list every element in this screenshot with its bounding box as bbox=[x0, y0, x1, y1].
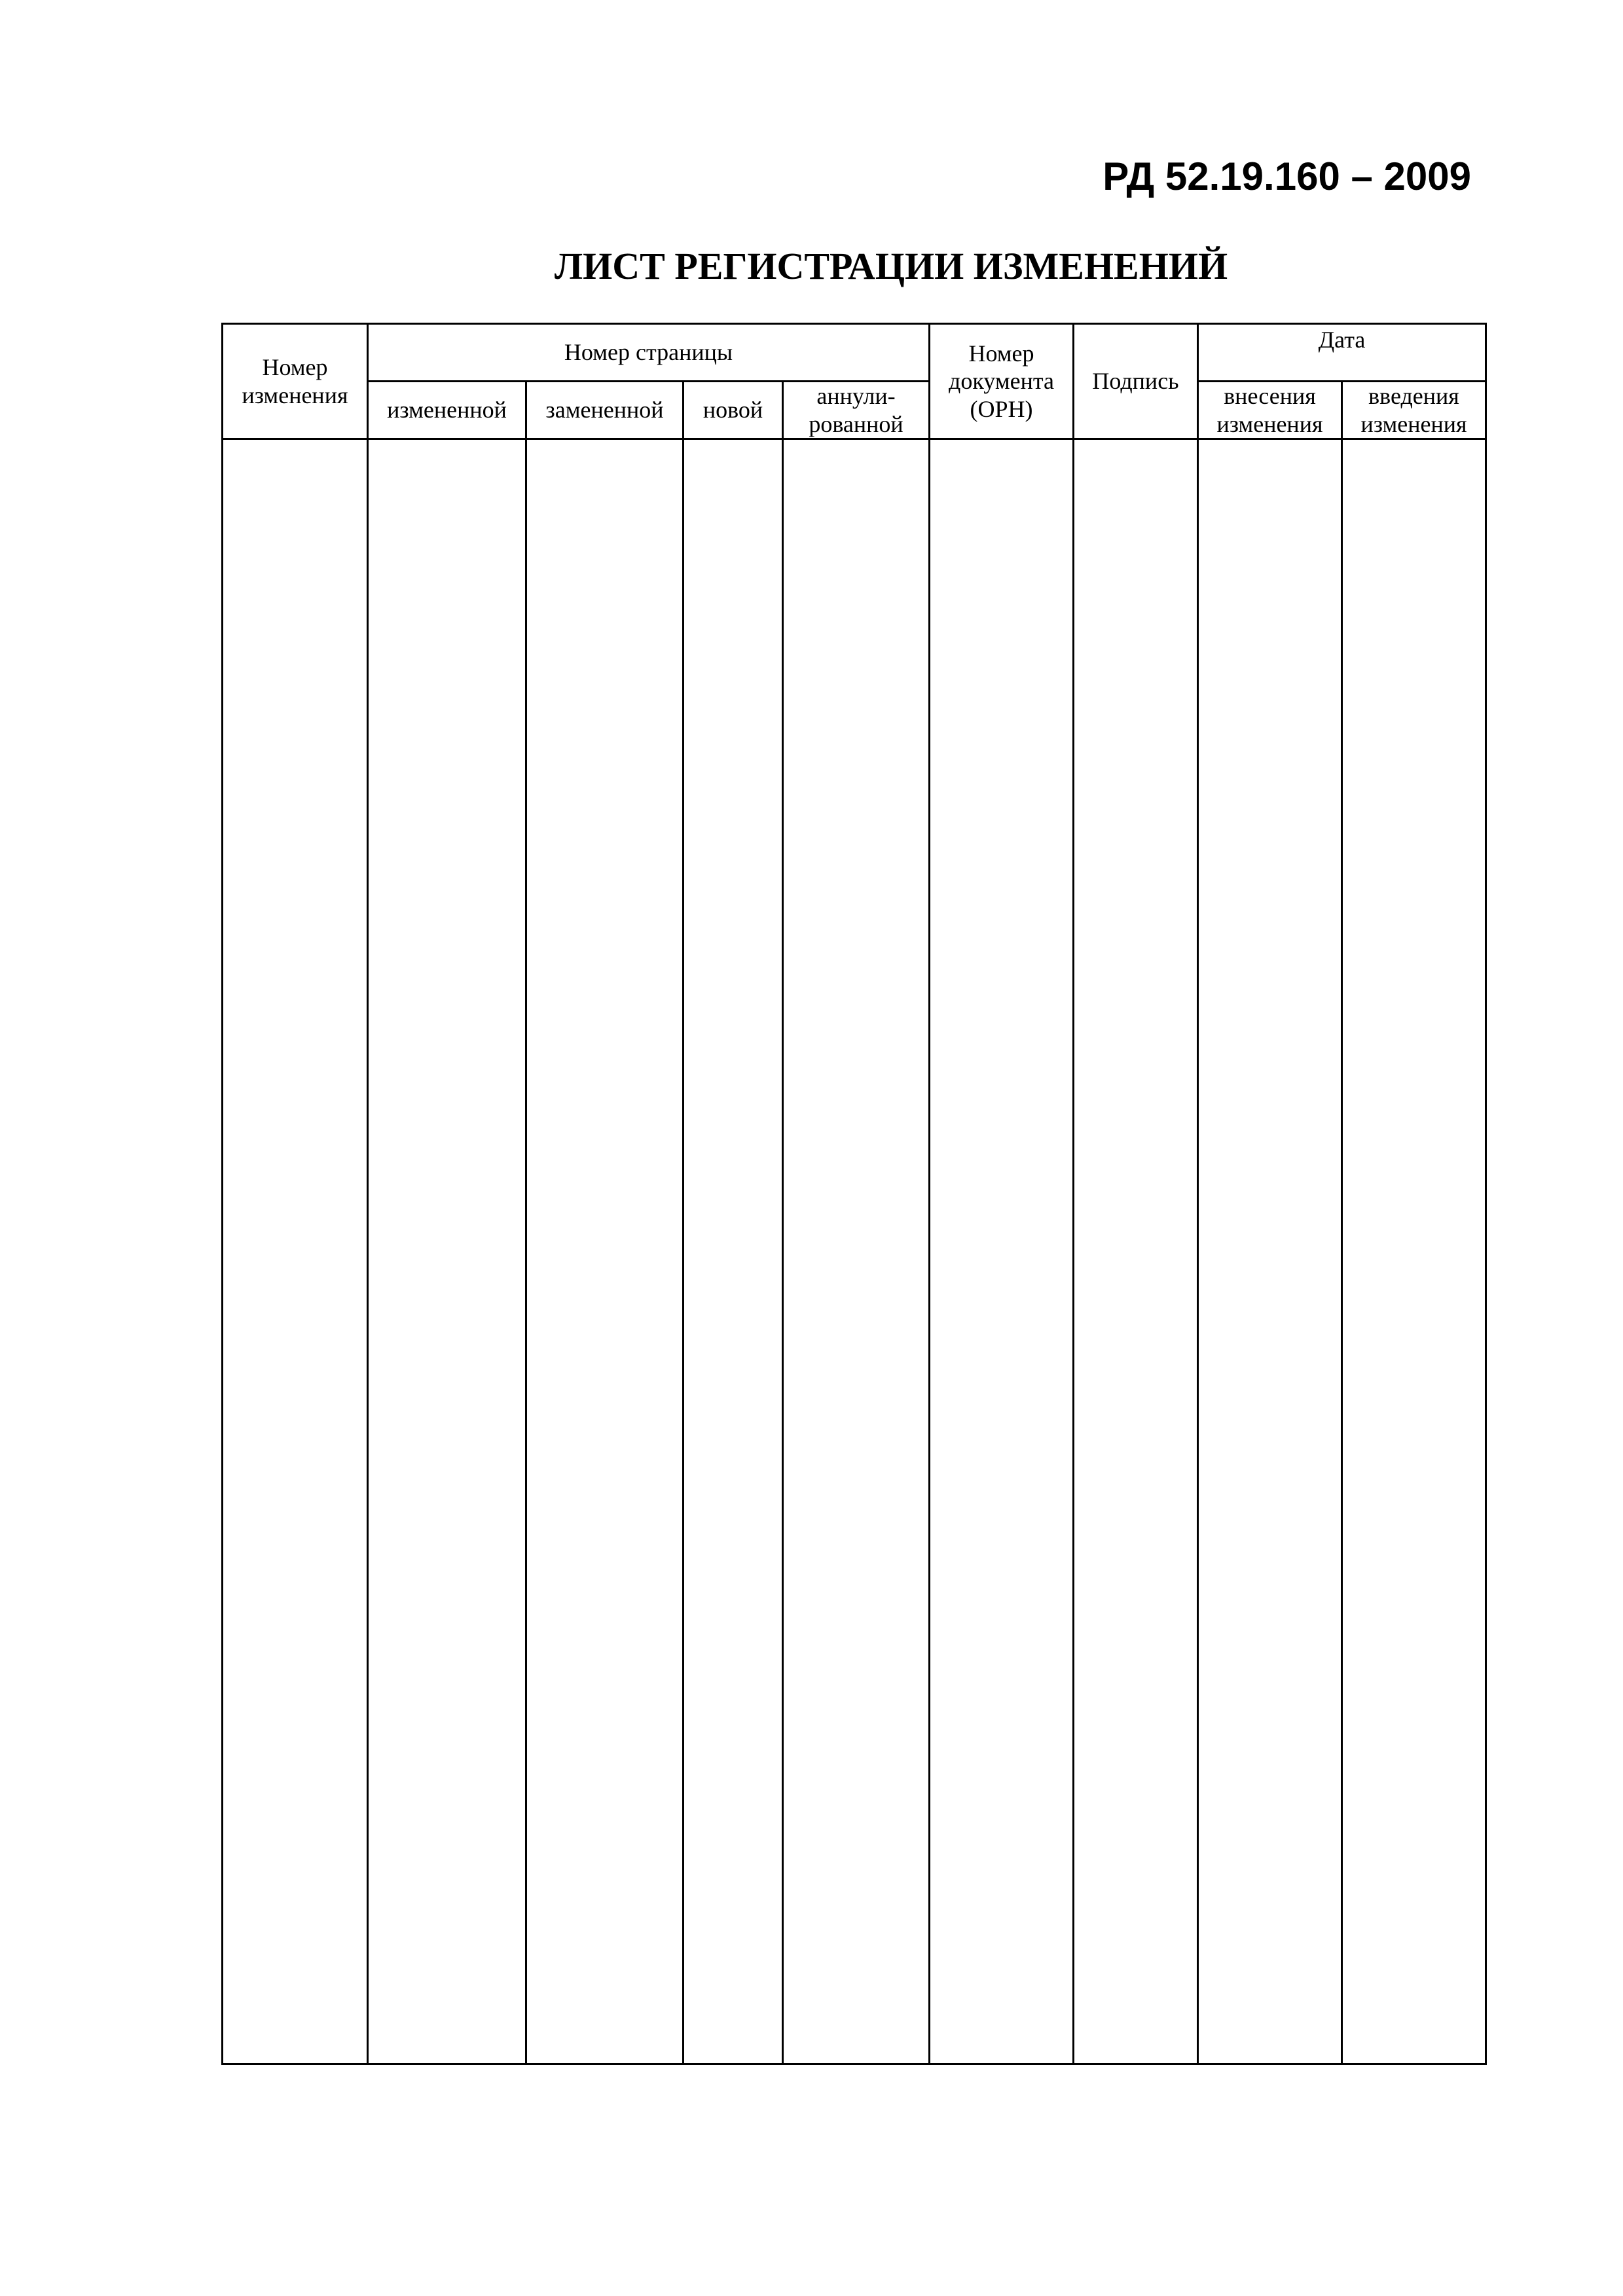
cell-document-number[interactable] bbox=[930, 439, 1074, 2064]
header-page-changed bbox=[368, 382, 526, 439]
header-page-changed-label: измененной bbox=[387, 397, 507, 423]
header-date-label: Дата bbox=[1318, 327, 1366, 353]
header-page-annulled-line-2: рованной bbox=[809, 410, 903, 437]
header-date bbox=[1198, 324, 1486, 382]
header-document-number bbox=[930, 324, 1074, 439]
header-document-number-line-2: документа bbox=[949, 368, 1054, 395]
cell-date-entry[interactable] bbox=[1198, 439, 1342, 2064]
header-document-number-line-1: Номер bbox=[968, 340, 1034, 367]
change-registration-table bbox=[221, 323, 1487, 2065]
cell-page-annulled[interactable] bbox=[783, 439, 930, 2064]
header-document-number-line-3: (ОРН) bbox=[970, 395, 1033, 422]
header-page-number-label: Номер страницы bbox=[564, 339, 733, 366]
cell-date-introduction[interactable] bbox=[1342, 439, 1486, 2064]
header-change-number bbox=[223, 324, 368, 439]
header-signature bbox=[1074, 324, 1198, 439]
header-change-number-line-2: изменения bbox=[242, 382, 348, 408]
header-date-introduction-line-2: изменения bbox=[1360, 410, 1467, 437]
header-page-annulled-line-1: аннули- bbox=[816, 383, 896, 410]
header-page-annulled bbox=[783, 382, 930, 439]
table-row bbox=[223, 439, 1486, 2064]
header-date-introduction-line-1: введения bbox=[1368, 383, 1459, 410]
header-page-replaced bbox=[526, 382, 684, 439]
header-date-entry-line-1: внесения bbox=[1224, 383, 1316, 410]
header-change-number-line-1: Номер bbox=[262, 354, 328, 381]
header-date-introduction bbox=[1342, 382, 1486, 439]
header-page-number bbox=[368, 324, 930, 382]
cell-change-number[interactable] bbox=[223, 439, 368, 2064]
cell-page-new[interactable] bbox=[684, 439, 783, 2064]
cell-page-replaced[interactable] bbox=[526, 439, 684, 2064]
header-page-new bbox=[684, 382, 783, 439]
document-code: РД 52.19.160 – 2009 bbox=[1103, 154, 1471, 198]
page-title: ЛИСТ РЕГИСТРАЦИИ ИЗМЕНЕНИЙ bbox=[554, 245, 1228, 287]
header-signature-label: Подпись bbox=[1092, 368, 1179, 395]
header-date-entry bbox=[1198, 382, 1342, 439]
header-page-new-label: новой bbox=[702, 397, 763, 423]
cell-signature[interactable] bbox=[1074, 439, 1198, 2064]
cell-page-changed[interactable] bbox=[368, 439, 526, 2064]
header-date-entry-line-2: изменения bbox=[1216, 410, 1323, 437]
header-page-replaced-label: замененной bbox=[545, 397, 664, 423]
